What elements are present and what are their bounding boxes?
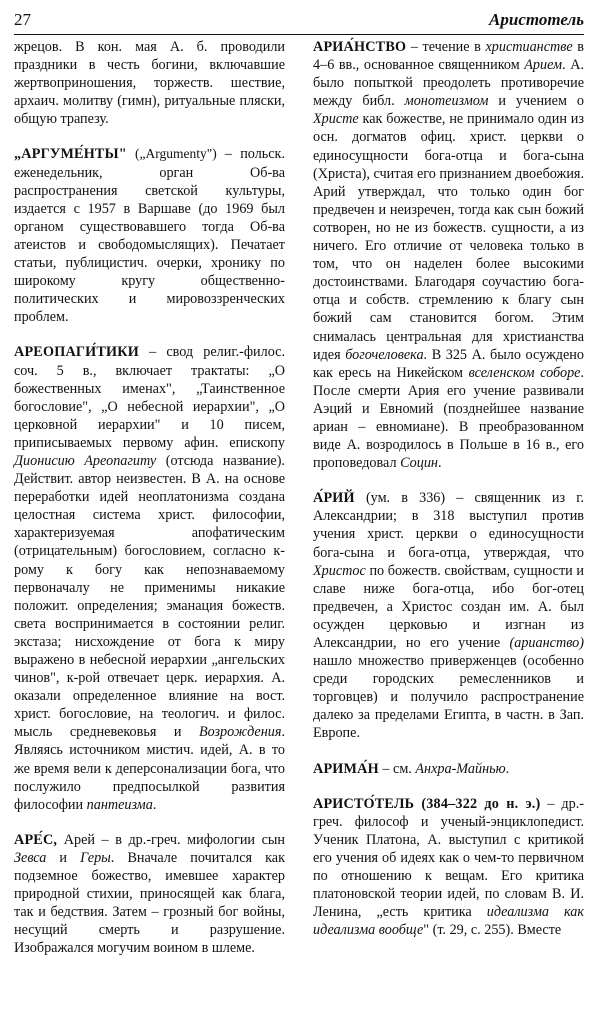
entry-text: . А. было попыткой преодолеть противоречие между библ.: [313, 57, 584, 110]
headword: АРИМА́Н: [313, 760, 379, 777]
entry-continuation: жрецов. В кон. мая А. б. проводили праздники в честь богини, включавшие жертвоприношения, торжеств. шествие, архаич. молитву (гимн), ритуальные пляски, общую трапезу.: [14, 39, 285, 128]
entry-text: Арей – в др.-греч. мифологии сын: [57, 831, 285, 848]
entry-text: (ум. в 336) – священник из г. Александрии; в 318 выступил против учения христ. церкви о единосущности бога-сына и бога-отца, утверждая, что: [313, 490, 584, 561]
headword: АРЕ́С,: [14, 831, 58, 848]
cross-reference: Возрождения: [198, 724, 282, 741]
cross-reference: Арием: [524, 57, 563, 74]
entry-ares: [14, 831, 285, 958]
cross-reference: Дионисию Ареопагиту: [14, 452, 157, 469]
latin-title: („Argumenty"): [135, 146, 217, 162]
cross-reference: Христос: [313, 562, 366, 579]
cross-reference: христианстве: [485, 39, 573, 55]
cross-reference: монотеизмом: [404, 93, 489, 110]
cross-reference: Анхра-Майнью: [415, 760, 506, 777]
right-column: [313, 38, 584, 956]
entry-text: (отсюда название). Действит. автор неизвестен. В А. на основе переработки идей неоплатонизма создана целостная система христ. философии, характеризуемая апофатическим (отрицательным) богословием, согласно к-рому к богу как непознаваемому первоначалу не применимы никакие положит. определения; эманация божеств. света воспринимается в состоянии религ. экстаза; нисхождение от бога к миру выражено в небесной иерархии „ангельских чинов", к-рой отвечает церк. иерархия. А. оказали определенное влияние на вост. христ. богословие, на теологич. и филос. мысль средневековья и: [14, 452, 285, 741]
entry-text: . В 325 А. было осуждено как ересь на Никейском: [313, 346, 584, 381]
headword: АРИСТО́ТЕЛЬ: [313, 795, 415, 812]
page-number: 27: [14, 10, 31, 29]
cross-reference: Геры: [80, 849, 111, 866]
entry-text: . Являясь источником мистич. идей, А. в то же время вели к деперсонализации бога, что послужило предпосылкой развития философии: [14, 724, 285, 813]
page-header: [14, 8, 584, 35]
entry-text: по божеств. свойствам, сущности и славе ниже бога-отца, ибо бог-отец предвечен, а Христос создан им. А. был осужден церковью и изгнан из Александрии, но его учение: [313, 562, 584, 651]
entry-text: и учением о: [488, 93, 584, 110]
cross-reference: идеализма как идеализма вообще: [313, 904, 584, 939]
entry-text: " (т. 29, с. 255). Вместе: [423, 922, 562, 939]
entry-dates: (384–322 до н. э.): [414, 795, 541, 812]
entry-ariy: [313, 489, 584, 742]
entry-argumenty: [14, 145, 285, 326]
entry-aristotel: [313, 795, 584, 940]
left-column: [14, 38, 285, 975]
cross-reference: (арианство): [509, 635, 584, 651]
entry-text: – см.: [378, 760, 416, 777]
entry-text: и: [46, 849, 81, 866]
cross-reference: вселенском соборе: [468, 364, 581, 381]
entry-text: .: [152, 796, 157, 813]
headword: А́РИЙ: [313, 490, 355, 507]
headword: „АРГУМЕ́НТЫ": [14, 146, 127, 163]
running-head: Аристотель: [489, 10, 584, 29]
entry-text: нашло множество приверженцев (особенно среди городских ремесленников и торговцев) и получило распространение далеко за пределами Египта, в частн. в Зап. Европе.: [313, 653, 584, 742]
entry-text: – свод религ.-филос. соч. 5 в., включает трактаты: „О божественных именах", „Таинственное богословие", „О небесной иерархии", „О церковной иерархии" и 10 писем, приписываемых первому афин. епископу: [14, 344, 285, 451]
entry-text: в 4–6 вв., основанное священником: [313, 39, 585, 74]
entry-text: – польск. еженедельник, орган Об-ва распространения светской культуры, издается с 1957 в Варшаве (до 1969 был органом существовавшего тогда Об-ва атеистов и свободомыслящих). Печатает статьи, публицистич. очерки, хронику по широкому кругу общественно-политических и мировоззренческих проблем.: [14, 146, 285, 326]
entry-text: – др.-греч. философ и ученый-энциклопедист. Ученик Платона, А. выступил с критикой его учения об идеях как о чем-то первичном по отношению к вещам. Его критика платоновской теории идей, по словам В. И. Ленина, „есть критика: [313, 795, 584, 921]
entry-text: .: [505, 760, 510, 777]
entry-text: . После смерти Ария его учение развивали Аэций и Евномий (позднейшее название ариан – евномиане). В преобразованном виде А. возродилось в Польше в 16 в., его проповедовал: [313, 364, 585, 472]
cross-reference: Зевса: [14, 849, 47, 866]
headword: АРЕОПАГИ́ТИКИ: [14, 344, 139, 361]
entry-text: . Вначале почитался как подземное божество, имевшее характер природной стихии, приносящей как блага, так и бедствия. Затем – грозный бог войны, несущий смерть и разрушение. Изображался могучим воином в шлеме.: [14, 849, 285, 957]
cross-reference: пантеизма: [86, 796, 153, 813]
entry-text: – течение в: [406, 39, 486, 55]
entry-text: как божестве, не принимало один из осн. догматов офиц. христ. церкви о единосущности бога-отца и бога-сына (Христа), считая его признанием двоебожия. Арий утверждал, что только один бог предвечен и неизречен, тогда как сын божий сотворен, но не из божеств. сущности, а из ничего. Его отличие от человека только в том, что он наделен более высокими достоинствами. Благодаря соучастию бога-отца и собств. стремлению к благу сын божий сам становится богом. Этим снималась центральная для христианства идея: [313, 111, 584, 363]
cross-reference: богочеловека: [345, 346, 424, 363]
entry-areopagitiki: [14, 343, 285, 813]
entry-ariman: [313, 760, 584, 778]
entry-text: .: [437, 455, 442, 472]
headword: АРИА́НСТВО: [313, 39, 407, 55]
entry-arianstvo: [313, 38, 584, 472]
cross-reference: Христе: [313, 111, 359, 128]
cross-reference: Социн: [400, 455, 438, 472]
